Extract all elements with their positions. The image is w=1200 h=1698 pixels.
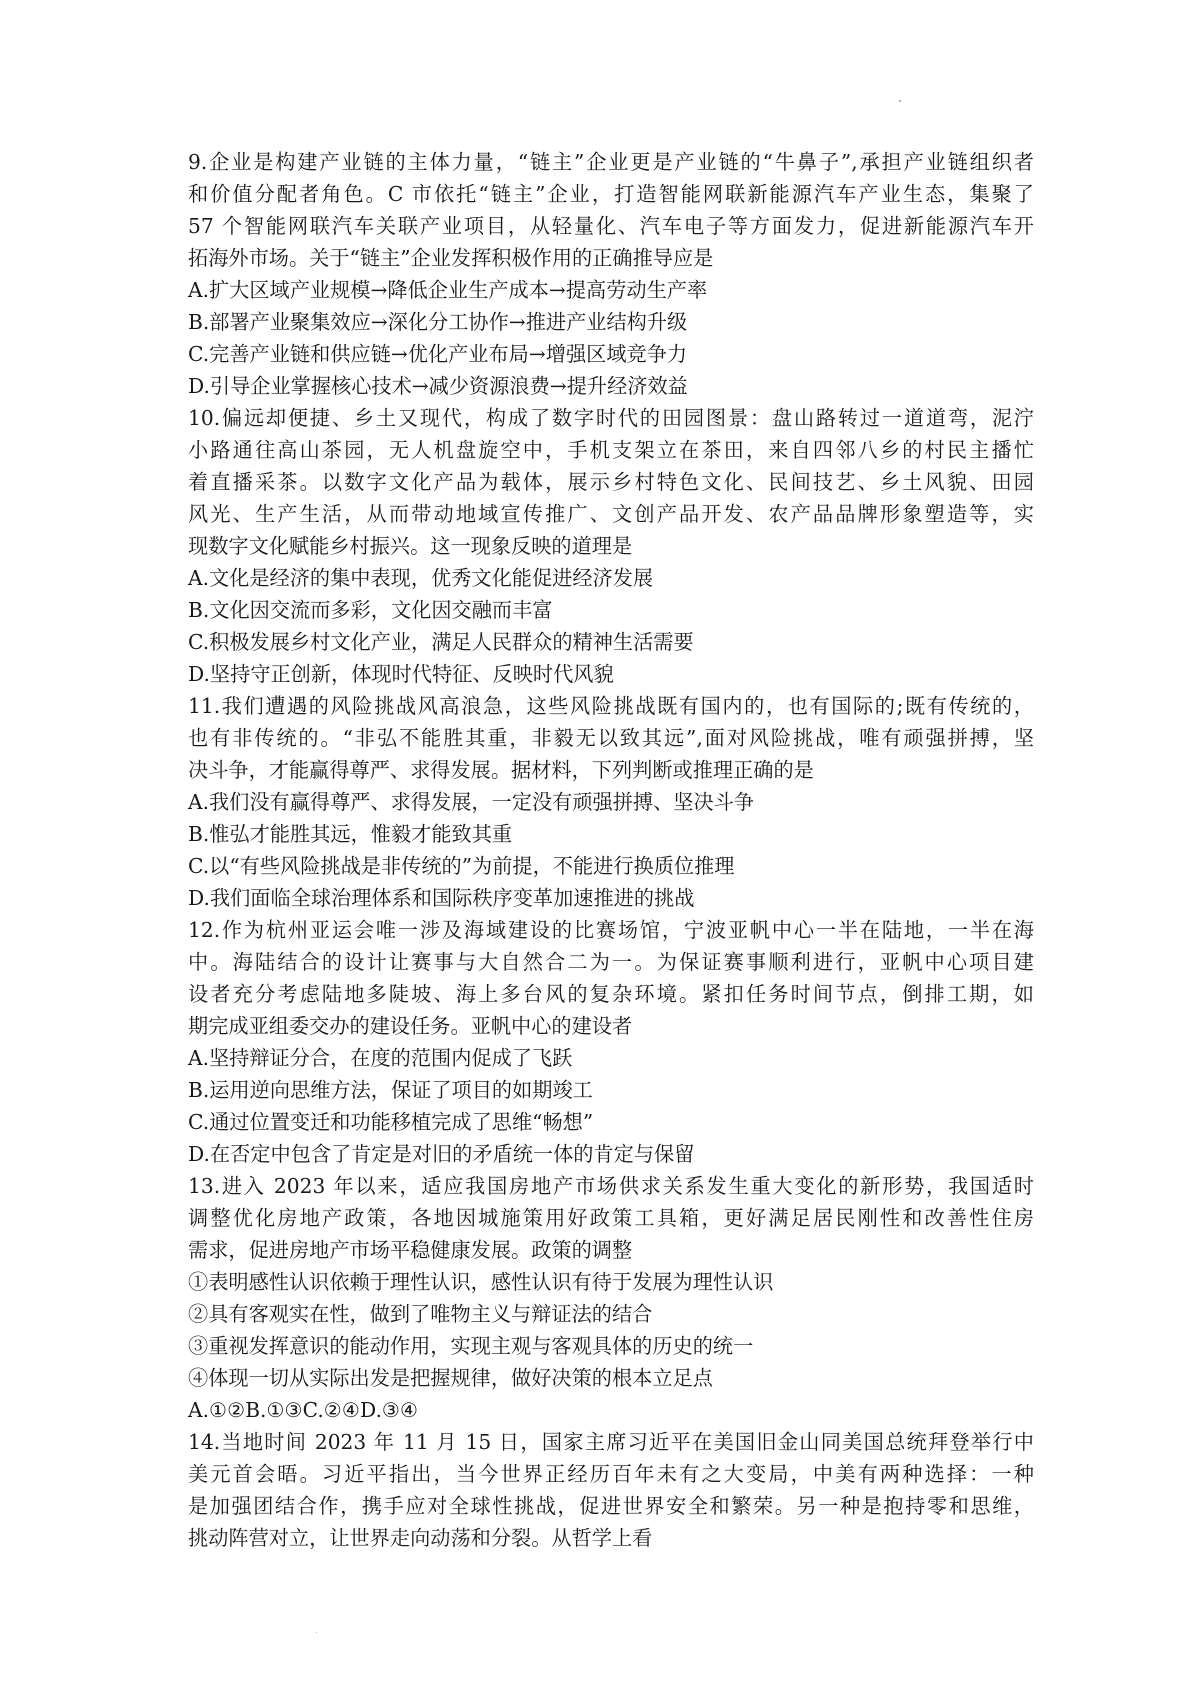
question-stem-line: 美元首会晤。习近平指出，当今世界正经历百年未有之大变局，中美有两种选择：一种 <box>188 1462 1034 1486</box>
answer-option-b: B.运用逆向思维方法，保证了项目的如期竣工 <box>188 1078 593 1102</box>
question-stem-line: 小路通往高山茶园，无人机盘旋空中，手机支架立在茶田，来自四邻八乡的村民主播忙 <box>188 438 1034 462</box>
question-stem-line: 57 个智能网联汽车关联产业项目，从轻量化、汽车电子等方面发力，促进新能源汽车开 <box>188 214 1034 238</box>
answer-option-d: D.引导企业掌握核心技术→减少资源浪费→提升经济效益 <box>188 374 688 398</box>
statement-2: ②具有客观实在性，做到了唯物主义与辩证法的结合 <box>188 1302 653 1326</box>
answer-option-c: C.完善产业链和供应链→优化产业布局→增强区域竞争力 <box>188 342 688 366</box>
answer-option-b: B.部署产业聚集效应→深化分工协作→推进产业结构升级 <box>188 310 688 334</box>
question-9 <box>188 146 1034 402</box>
question-stem-line: 是加强团结合作，携手应对全球性挑战，促进世界安全和繁荣。另一种是抱持零和思维， <box>188 1494 1034 1518</box>
question-stem-line: 期完成亚组委交办的建设任务。亚帆中心的建设者 <box>188 1014 633 1038</box>
question-stem-line: 调整优化房地产政策，各地因城施策用好政策工具箱，更好满足居民刚性和改善性住房 <box>188 1206 1034 1230</box>
question-12 <box>188 914 1034 1170</box>
question-10 <box>188 402 1034 690</box>
answer-option-b: B.惟弘才能胜其远，惟毅才能致其重 <box>188 822 513 846</box>
question-stem-line: 拓海外市场。关于“链主”企业发挥积极作用的正确推导应是 <box>188 246 714 270</box>
question-13 <box>188 1170 1034 1426</box>
statement-4: ④体现一切从实际出发是把握规律，做好决策的根本立足点 <box>188 1366 713 1390</box>
question-11 <box>188 690 1034 914</box>
question-stem-line: 10.偏远却便捷、乡土又现代，构成了数字时代的田园图景：盘山路转过一道道弯，泥泞 <box>188 406 1034 430</box>
statement-3: ③重视发挥意识的能动作用，实现主观与客观具体的历史的统一 <box>188 1334 754 1358</box>
answer-option-d: D.坚持守正创新，体现时代特征、反映时代风貌 <box>188 662 614 686</box>
question-14 <box>188 1426 1034 1554</box>
question-stem-line: 挑动阵营对立，让世界走向动荡和分裂。从哲学上看 <box>188 1526 653 1550</box>
answer-option-a: A.坚持辩证分合，在度的范围内促成了飞跃 <box>188 1046 573 1070</box>
answer-option-d: D.在否定中包含了肯定是对旧的矛盾统一体的肯定与保留 <box>188 1142 695 1166</box>
statement-1: ①表明感性认识依赖于理性认识，感性认识有待于发展为理性认识 <box>188 1270 774 1294</box>
question-stem-line: 现数字文化赋能乡村振兴。这一现象反映的道理是 <box>188 534 633 558</box>
question-stem-line: 9.企业是构建产业链的主体力量，“链主”企业更是产业链的“牛鼻子”,承担产业链组织者 <box>188 150 1034 174</box>
question-content <box>188 146 1034 1554</box>
scan-speck-mark <box>899 100 901 102</box>
answer-option-a: A.扩大区域产业规模→降低企业生产成本→提高劳动生产率 <box>188 278 708 302</box>
answer-option-c: C.以“有些风险挑战是非传统的”为前提，不能进行换质位推理 <box>188 854 735 878</box>
question-stem-line: 和价值分配者角色。C 市依托“链主”企业，打造智能网联新能源汽车产业生态，集聚了 <box>188 182 1034 206</box>
answer-option-c: C.积极发展乡村文化产业，满足人民群众的精神生活需要 <box>188 630 694 654</box>
scan-speck-mark <box>316 1632 317 1633</box>
answer-option-c: C.通过位置变迁和功能移植完成了思维“畅想” <box>188 1110 594 1134</box>
answer-option-a: A.我们没有赢得尊严、求得发展，一定没有顽强拼搏、坚决斗争 <box>188 790 755 814</box>
question-stem-line: 风光、生产生活，从而带动地域宣传推广、文创产品开发、农产品品牌形象塑造等，实 <box>188 502 1034 526</box>
question-stem-line: 13.进入 2023 年以来，适应我国房地产市场供求关系发生重大变化的新形势，我国适时 <box>188 1174 1034 1198</box>
question-stem-line: 14.当地时间 2023 年 11 月 15 日，国家主席习近平在美国旧金山同美国总统拜登举行中 <box>188 1430 1034 1454</box>
question-stem-line: 12.作为杭州亚运会唯一涉及海域建设的比赛场馆，宁波亚帆中心一半在陆地，一半在海 <box>188 918 1034 942</box>
question-stem-line: 也有非传统的。“非弘不能胜其重，非毅无以致其远”,面对风险挑战，唯有顽强拼搏，坚 <box>188 726 1034 750</box>
question-stem-line: 11.我们遭遇的风险挑战风高浪急，这些风险挑战既有国内的，也有国际的;既有传统的， <box>188 694 1034 718</box>
question-stem-line: 需求，促进房地产市场平稳健康发展。政策的调整 <box>188 1238 633 1262</box>
answer-option-a: A.文化是经济的集中表现，优秀文化能促进经济发展 <box>188 566 654 590</box>
question-stem-line: 着直播采茶。以数字文化产品为载体，展示乡村特色文化、民间技艺、乡土风貌、田园 <box>188 470 1034 494</box>
answer-option-d: D.我们面临全球治理体系和国际秩序变革加速推进的挑战 <box>188 886 695 910</box>
answer-option-b: B.文化因交流而多彩，文化因交融而丰富 <box>188 598 553 622</box>
answer-choices: A.①②B.①③C.②④D.③④ <box>188 1398 419 1422</box>
question-stem-line: 设者充分考虑陆地多陡坡、海上多台风的复杂环境。紧扣任务时间节点，倒排工期，如 <box>188 982 1034 1006</box>
question-stem-line: 中。海陆结合的设计让赛事与大自然合二为一。为保证赛事顺利进行，亚帆中心项目建 <box>188 950 1034 974</box>
question-stem-line: 决斗争，才能赢得尊严、求得发展。据材料，下列判断或推理正确的是 <box>188 758 814 782</box>
